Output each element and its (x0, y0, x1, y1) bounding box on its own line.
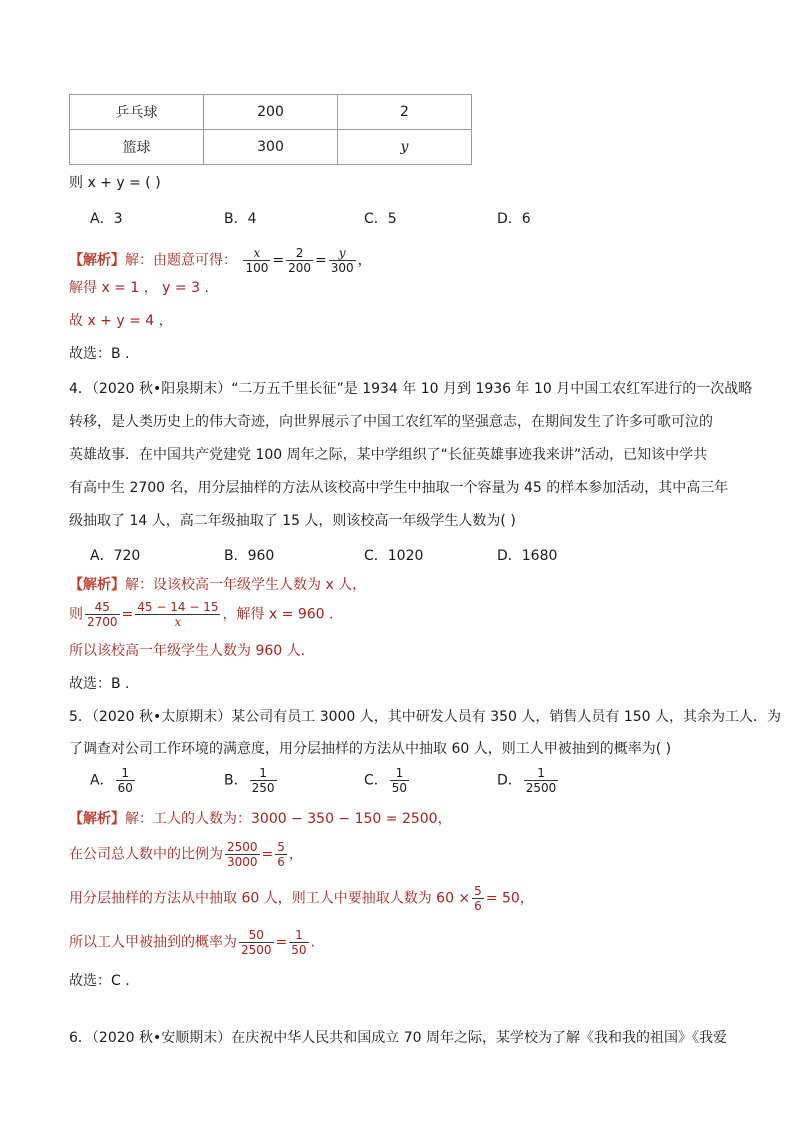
table-cell: 篮球 (70, 130, 204, 165)
fraction: $\frac{2}{200}$ (288, 246, 311, 275)
q3-option-b: B．4 (224, 211, 257, 227)
table-row (70, 95, 472, 130)
q4-option-c: C．1020 (364, 548, 424, 564)
analysis-tag: 【解析】 (69, 577, 125, 593)
q3-answer: 故选：B . (69, 346, 130, 362)
table-cell: 乒乓球 (70, 95, 204, 130)
q4-option-d: D．1680 (497, 548, 558, 564)
data-table (69, 94, 472, 165)
q4-answer: 故选：B . (69, 676, 130, 692)
q3-stem: 则 x + y = ( ) (69, 175, 161, 191)
table-row (70, 130, 472, 165)
fraction: $\frac{1}{50}$ (291, 928, 307, 957)
analysis-tag: 【解析】 (69, 252, 125, 269)
q3-option-d: D．6 (497, 211, 531, 227)
analysis-tag: 【解析】 (69, 811, 125, 827)
q5-analysis (69, 810, 452, 828)
fraction: $\frac{2500}{3000}$ (227, 840, 258, 869)
q4-stem-line: 有高中生 2700 名，用分层抽样的方法从该校高中学生中抽取一个容量为 45 的样本参加活动，其中高三年 (69, 480, 729, 496)
q4-stem-line: 英雄故事．在中国共产党建党 100 周年之际，某中学组织了“长征英雄事迹我来讲”活动，已知该中学共 (69, 447, 708, 463)
q4-conclusion: 所以该校高一年级学生人数为 960 人. (69, 643, 306, 659)
q4-analysis (69, 576, 366, 594)
fraction: $\frac{x}{100}$ (245, 246, 269, 275)
analysis-intro: 解：工人的人数为：3000 − 350 − 150 = 2500， (125, 811, 452, 827)
fraction: $\frac{45 - 14 - 15}{x}$ (137, 600, 219, 629)
q5-option-c: C． $\frac{1}{50}$ (364, 766, 408, 795)
q4-stem-line: 级抽取了 14 人，高二年级抽取了 15 人，则该校高一年级学生人数为( ) (69, 513, 516, 529)
q5-option-a: A． $\frac{1}{60}$ (90, 766, 133, 795)
q5-stem-line: 了调查对公司工作环境的满意度，用分层抽样的方法从中抽取 60 人，则工人甲被抽到的概率为( ) (69, 741, 672, 757)
q5-answer: 故选：C . (69, 973, 130, 989)
fraction: $\frac{5}{6}$ (277, 840, 285, 869)
table-cell: 200 (204, 95, 338, 130)
fraction: $\frac{50}{2500}$ (241, 928, 272, 957)
q5-option-b: B． $\frac{1}{250}$ (224, 766, 275, 795)
q3-option-c: C．5 (364, 211, 397, 227)
q5-ratio-line: 在公司总人数中的比例为 $\frac{2500}{3000}$ = $\frac{5}{6}$ ， (69, 840, 303, 869)
q5-stem-line: 5．（2020 秋•太原期末）某公司有员工 3000 人，其中研发人员有 350 人，销售人员有 150 人，其余为工人．为 (69, 709, 782, 725)
table-cell: 2 (338, 95, 472, 130)
analysis-intro: 解：设该校高一年级学生人数为 x 人， (125, 577, 367, 593)
q3-analysis: 【解析】解：由题意可得： $\frac{x}{100}$ = $\frac{2}{200}$ = $\frac{y}{300}$ ， (69, 246, 372, 275)
q4-stem-line: 4．（2020 秋•阳泉期末）“二万五千里长征”是 1934 年 10 月到 1936 年 10 月中国工农红军进行的一次战略 (69, 381, 753, 397)
q5-option-d: D． $\frac{1}{2500}$ (497, 766, 557, 795)
fraction: $\frac{45}{2700}$ (87, 600, 118, 629)
q3-option-a: A．3 (90, 211, 123, 227)
analysis-intro: 解：由题意可得： (125, 252, 237, 269)
q4-stem-line: 转移，是人类历史上的伟大奇迹，向世界展示了中国工农红军的坚强意志，在期间发生了许多可歌可泣的 (69, 414, 713, 430)
q4-option-b: B．960 (224, 548, 275, 564)
q4-equation: 则 $\frac{45}{2700}$ = $\frac{45 - 14 - 15}{x}$ ，解得 x = 960 . (69, 600, 334, 629)
q5-sample-line: 用分层抽样的方法从中抽取 60 人，则工人中要抽取人数为 60 × $\frac{5}{6}$ = 50， (69, 884, 534, 913)
q6-stem-line: 6．（2020 秋•安顺期末）在庆祝中华人民共和国成立 70 周年之际，某学校为了解《我和我的祖国》《我爱 (69, 1030, 727, 1046)
q4-option-a: A．720 (90, 548, 141, 564)
q3-sum-line: 故 x + y = 4 ， (69, 313, 173, 329)
table-cell: 300 (204, 130, 338, 165)
q3-solve-line: 解得 x = 1 ， y = 3 . (69, 280, 209, 296)
fraction: $\frac{y}{300}$ (330, 246, 354, 275)
table-cell: y (338, 130, 472, 165)
q5-probability-line: 所以工人甲被抽到的概率为 $\frac{50}{2500}$ = $\frac{1}{50}$ . (69, 928, 316, 957)
fraction: $\frac{5}{6}$ (474, 884, 482, 913)
